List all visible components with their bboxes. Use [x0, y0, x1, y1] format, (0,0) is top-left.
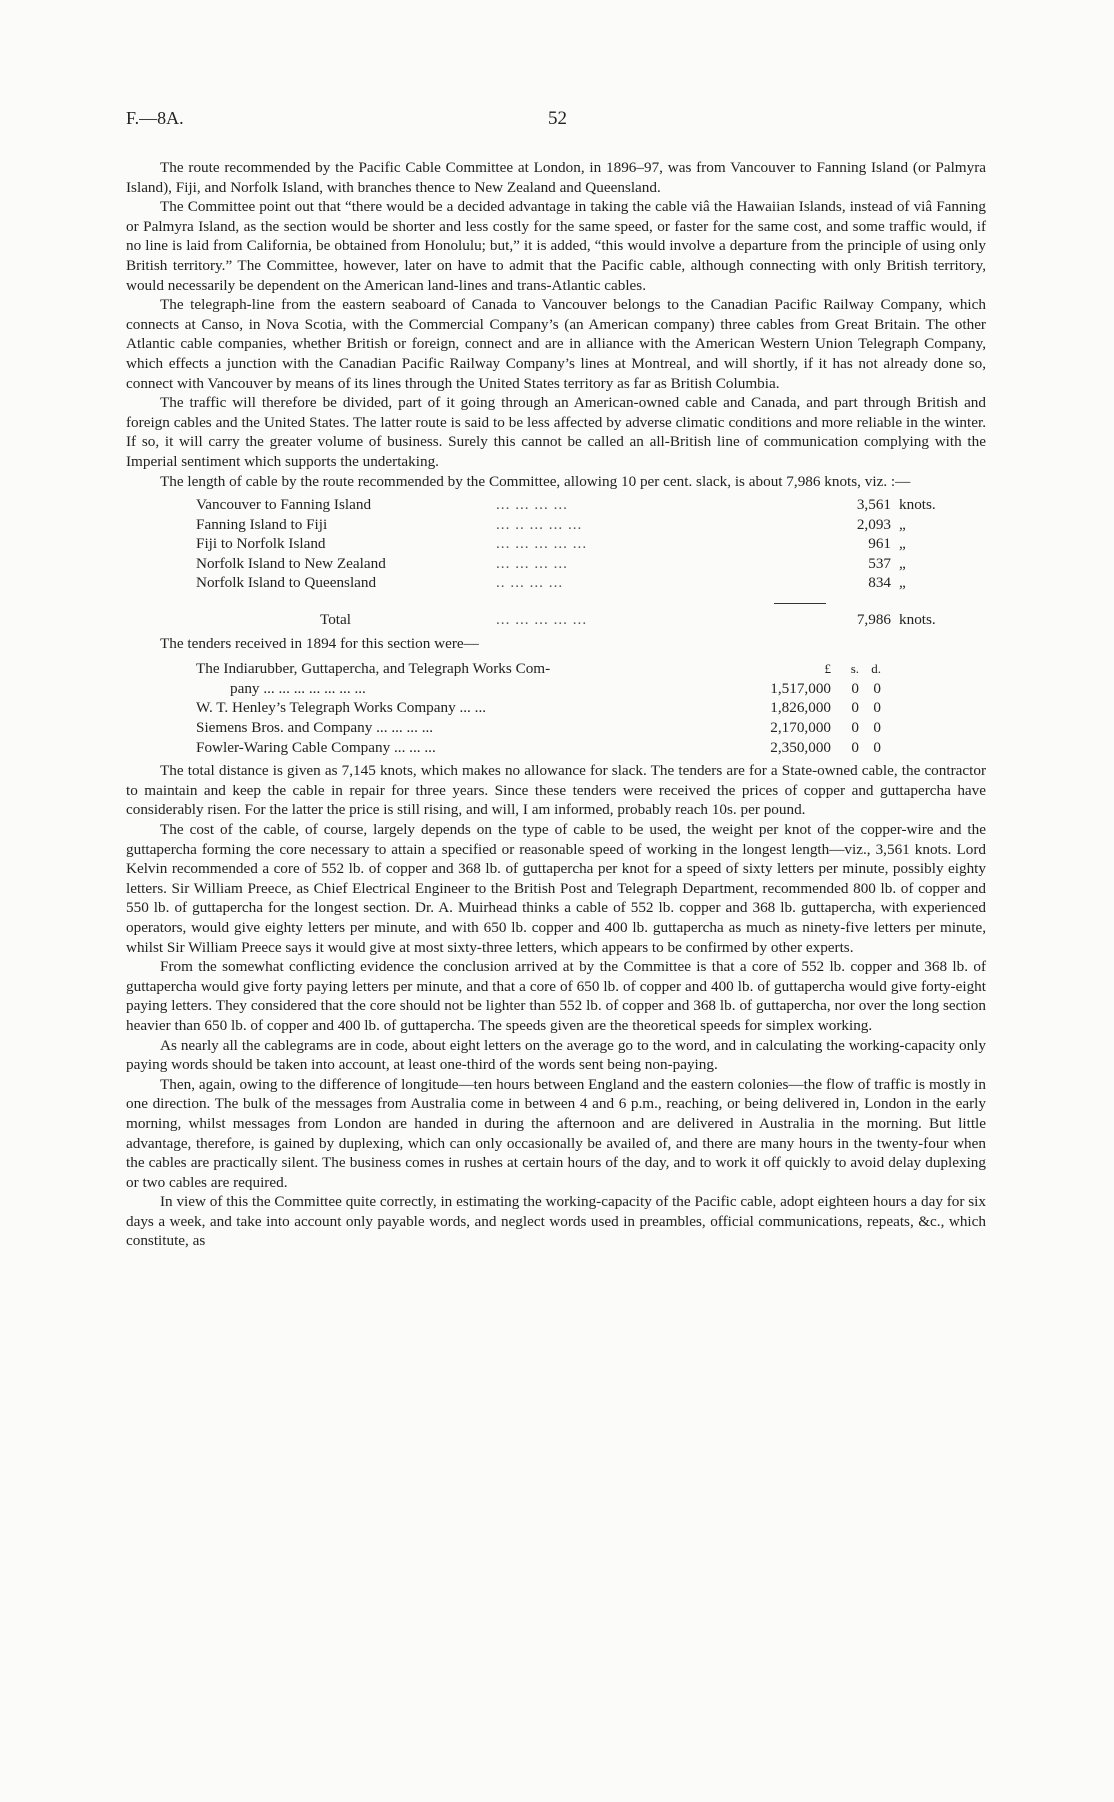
row-unit: „ — [899, 574, 906, 592]
total-row — [196, 610, 986, 630]
paragraph: The route recommended by the Pacific Cable Committee at London, in 1896–97, was from Vancouver to Fanning Island (or Palmyra Island), Fiji, and Norfolk Island, with branches thence to New Zealand and Queensland. — [126, 159, 986, 196]
tender-pence: 0 — [873, 719, 881, 737]
tender-value: 1,826,000 — [770, 699, 831, 717]
paragraph: Then, again, owing to the difference of longitude—ten hours between England and the eastern colonies—the flow of traffic is mostly in one direction. The bulk of the messages from Australia come in between 4 and 6 p.m., reaching, or being delivered in, London in the early morning, whilst messages from London are handed in during the afternoon and are delivered in Australia in the morning. But little advantage, therefore, is gained by duplexing, which can only occasionally be availed of, and there are many hours in the twenty-four when the cables are practically silent. The business comes in rushes at certain hours of the day, and to work it off quickly to avoid delay duplexing or two cables are required. — [126, 1075, 986, 1191]
paragraph: In view of this the Committee quite correctly, in estimating the working-capacity of the Pacific cable, adopt eighteen hours a day for six days a week, and take into account only payable words, and neglect words used in preambles, official communications, repeats, &c., which constitute, as — [126, 1193, 986, 1250]
paragraph: The Committee point out that “there would be a decided advantage in taking the cable viâ the Hawaiian Islands, instead of viâ Fanning or Palmyra Island, as the section would be shorter and less costly for the same speed, or faster for the same cost, and some traffic would, if no line is laid from California, be obtained from Honolulu; but,” it is added, “this would involve a departure from the principle of using only British territory.” The Committee, however, later on have to admit that the Pacific cable, although connecting with only British territory, would necessarily be dependent on the American land-lines and trans-Atlantic cables. — [126, 198, 986, 294]
table-row — [196, 534, 986, 554]
paragraph: As nearly all the cablegrams are in code, about eight letters on the average go to the word, and in calculating the working-capacity only paying words should be taken into account, at least one-third of the words sent being non-paying. — [126, 1036, 986, 1074]
total-label: Total — [320, 611, 351, 629]
table-row — [196, 679, 986, 699]
row-unit: knots. — [899, 496, 936, 514]
row-label: Fiji to Norfolk Island — [196, 535, 326, 553]
table-row — [196, 515, 986, 535]
table-row — [196, 573, 986, 593]
paragraph: The total distance is given as 7,145 knots, which makes no allowance for slack. The tenders are for a State-owned cable, the contractor to maintain and keep the cable in repair for three years. Since these tenders were received the prices of copper and guttapercha have considerably risen. For the latter the price is still rising, and will, I am informed, probably reach 10s. per pound. — [126, 762, 986, 819]
row-label: Vancouver to Fanning Island — [196, 496, 372, 514]
row-value: 961 — [868, 535, 891, 553]
row-value: 2,093 — [856, 515, 891, 533]
row-value: 3,561 — [856, 496, 891, 514]
column-header-pence: d. — [871, 661, 881, 677]
tender-value: 1,517,000 — [770, 679, 831, 697]
row-label: Fanning Island to Fiji — [196, 515, 328, 533]
tenders-table — [196, 659, 986, 757]
sum-rule — [774, 603, 826, 604]
row-unit: „ — [899, 535, 906, 553]
page-number: 52 — [548, 108, 567, 129]
row-unit: „ — [899, 554, 906, 572]
table-row — [196, 738, 986, 758]
tender-label: Fowler-Waring Cable Company ... ... ... — [196, 738, 436, 756]
cable-length-table — [196, 495, 986, 630]
paragraph: The telegraph-line from the eastern seaboard of Canada to Vancouver belongs to the Canadian Pacific Railway Company, which connects at Canso, in Nova Scotia, with the Commercial Company’s (an American company) three cables from Great Britain. The other Atlantic cable companies, whether British or foreign, connect and are in alliance with the American Western Union Telegraph Company, which effects a junction with the Canadian Pacific Railway Company’s lines at Montreal, and will shortly, if it has not already done so, connect with Vancouver by means of its lines through the United States territory as far as British Columbia. — [126, 296, 986, 392]
total-unit: knots. — [899, 611, 936, 629]
leader-dots: ... ... ... ... ... — [496, 611, 588, 629]
row-value: 834 — [868, 574, 891, 592]
tender-pence: 0 — [873, 738, 881, 756]
tender-label: W. T. Henley’s Telegraph Works Company ... ... — [196, 699, 487, 717]
table-row — [196, 698, 986, 718]
table-row — [196, 554, 986, 574]
document-reference: F.—8A. — [126, 108, 184, 128]
paragraph: From the somewhat conflicting evidence the conclusion arrived at by the Committee is that a core of 552 lb. copper and 368 lb. of guttapercha would give forty paying letters per minute, and that a core of 650 lb. of copper and 400 lb. of guttapercha would give forty-eight paying letters. They considered that the core should not be lighter than 552 lb. of copper and 368 lb. of guttapercha, nor over the long section heavier than 650 lb. of copper and 400 lb. of guttapercha. The speeds given are the theoretical speeds for simplex working. — [126, 958, 986, 1034]
tender-label: pany ... ... ... ... ... ... ... — [230, 679, 366, 697]
document-body — [126, 158, 986, 1251]
column-header-pounds: £ — [824, 661, 831, 677]
tender-value: 2,170,000 — [770, 719, 831, 737]
leader-dots: ... ... ... ... — [496, 496, 568, 514]
row-label: Norfolk Island to Queensland — [196, 574, 377, 592]
table-row — [196, 495, 986, 515]
tender-shillings: 0 — [851, 679, 859, 697]
total-value: 7,986 — [856, 611, 891, 629]
page — [126, 108, 986, 1251]
tender-pence: 0 — [873, 679, 881, 697]
row-value: 537 — [868, 554, 891, 572]
table-row — [196, 659, 986, 679]
paragraph: The cost of the cable, of course, largely depends on the type of cable to be used, the weight per knot of the copper-wire and the guttapercha forming the core necessary to attain a specified or reasonable speed of working in the longest length—viz., 3,561 knots. Lord Kelvin recommended a core of 552 lb. of copper and 368 lb. of guttapercha per knot for a speed of sixty letters per minute, possibly eighty letters. Sir William Preece, as Chief Electrical Engineer to the British Post and Telegraph Department, recommended 800 lb. of copper and 550 lb. of guttapercha for the longest section. Dr. A. Muirhead thinks a cable of 552 lb. copper and 368 lb. guttapercha, with experienced operators, would give eighty letters per minute, and with 650 lb. copper and 400 lb. guttapercha as much as ninety-five letters per minute, whilst Sir William Preece says it would give at most sixty-three letters, which appears to be confirmed by other experts. — [126, 821, 986, 956]
leader-dots: ... ... ... ... — [496, 554, 568, 572]
tender-shillings: 0 — [851, 699, 859, 717]
tenders-intro: The tenders received in 1894 for this section were— — [160, 634, 479, 652]
tender-label: Siemens Bros. and Company ... ... ... ... — [196, 719, 434, 737]
leader-dots: ... .. ... ... ... — [496, 515, 583, 533]
paragraph: The length of cable by the route recommended by the Committee, allowing 10 per cent. slack, is about 7,986 knots, viz. :— — [160, 472, 911, 490]
tender-label: The Indiarubber, Guttapercha, and Telegraph Works Com- — [196, 660, 551, 678]
paragraph: The traffic will therefore be divided, part of it going through an American-owned cable and Canada, and part through British and foreign cables and the United States. The latter route is said to be less affected by adverse climatic conditions and more reliable in the winter. If so, it will carry the greater volume of business. Surely this cannot be called an all-British line of communication complying with the Imperial sentiment which supports the undertaking. — [126, 394, 986, 470]
table-row — [196, 718, 986, 738]
page-header — [126, 108, 986, 138]
leader-dots: .. ... ... ... — [496, 574, 564, 592]
tender-value: 2,350,000 — [770, 738, 831, 756]
row-unit: „ — [899, 515, 906, 533]
tender-pence: 0 — [873, 699, 881, 717]
tender-shillings: 0 — [851, 719, 859, 737]
row-label: Norfolk Island to New Zealand — [196, 554, 386, 572]
leader-dots: ... ... ... ... ... — [496, 535, 588, 553]
column-header-shillings: s. — [850, 661, 859, 677]
tender-shillings: 0 — [851, 738, 859, 756]
